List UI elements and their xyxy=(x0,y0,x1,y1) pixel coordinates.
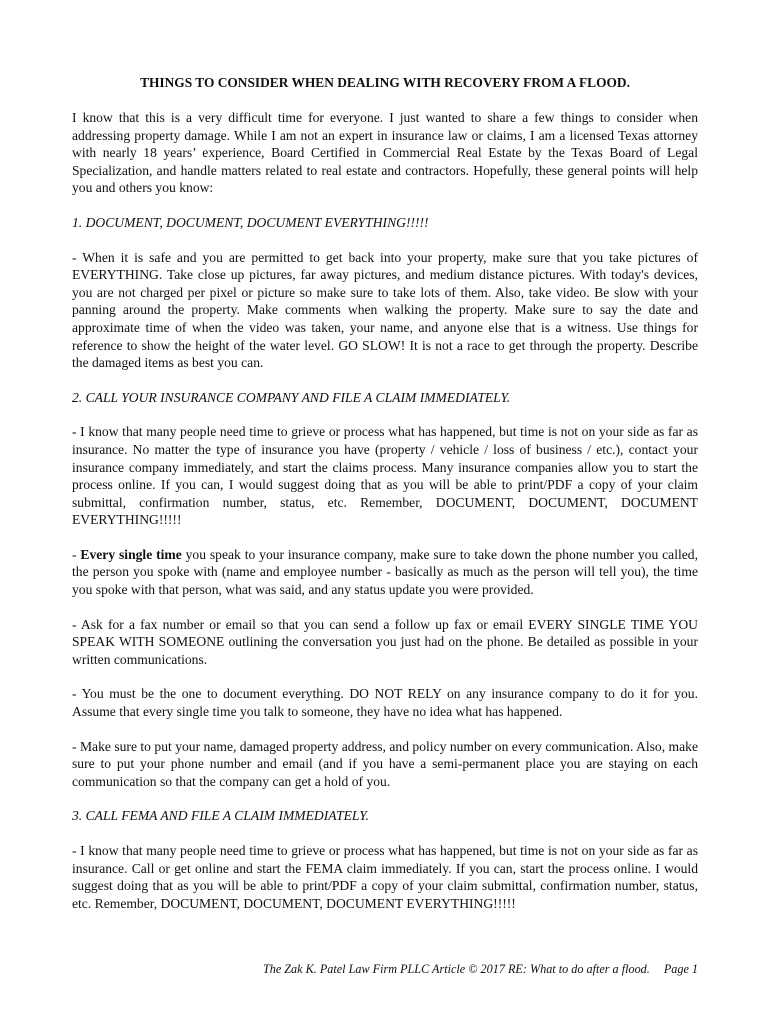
section-1-paragraph: - When it is safe and you are permitted to get back into your property, make sure that you take pictures of EVERYTHING. Take close up pictures, far away pictures, and medium distance pictures. With today's devices, you are not charged per pixel or picture so make sure to take lots of them. Also, take video. Be slow with your panning around the property. Make comments when walking the property. Make sure to say the date and approximate time of when the video was taken, your name, and anyone else that is a witness. Use things for reference to show the height of the water level. GO SLOW! It is not a race to get through the property. Describe the damaged items as best you can. xyxy=(72,249,698,371)
section-1-heading: 1. DOCUMENT, DOCUMENT, DOCUMENT EVERYTHING!!!!! xyxy=(72,214,429,230)
section-2-paragraph-1: - I know that many people need time to grieve or process what has happened, but time is not on your side as far as insurance. No matter the type of insurance you have (property / vehicle / loss of business / etc.), contact your insurance company immediately, and start the claims process. Many insurance companies allow you to start the process online. If you can, I would suggest doing that as you will be able to print/PDF a copy of your claim submittal, confirmation number, status, etc. Remember, DOCUMENT, DOCUMENT, DOCUMENT EVERYTHING!!!!! xyxy=(72,424,698,528)
paragraph-dash: - xyxy=(72,546,81,562)
page-footer xyxy=(72,961,698,979)
document-body xyxy=(72,109,698,929)
emphasis-every-single-time: Every single time xyxy=(80,546,182,562)
footer-text: The Zak K. Patel Law Firm PLLC Article © 2017 RE: What to do after a flood. xyxy=(262,962,650,976)
page-number: Page 1 xyxy=(663,962,698,976)
section-2-heading: 2. CALL YOUR INSURANCE COMPANY AND FILE A CLAIM IMMEDIATELY. xyxy=(72,389,511,405)
section-2-paragraph-2 xyxy=(72,546,698,599)
section-2-paragraph-4: - You must be the one to document everything. DO NOT RELY on any insurance company to do it for you. Assume that every single time you talk to someone, they have no idea what has happened. xyxy=(72,686,698,720)
section-2-paragraph-2-text: you speak to your insurance company, make sure to take down the phone number you called, the person you spoke with (name and employee number - basically as much as the person will tell you), the time you spoke with that person, what was said, and any status update you were provided. xyxy=(72,546,698,598)
document-title: THINGS TO CONSIDER WHEN DEALING WITH RECOVERY FROM A FLOOD. xyxy=(140,75,630,90)
section-2-paragraph-3: - Ask for a fax number or email so that you can send a follow up fax or email EVERY SINGLE TIME YOU SPEAK WITH SOMEONE outlining the conversation you just had on the phone. Be detailed as possible in your written communications. xyxy=(72,616,698,667)
section-3-heading: 3. CALL FEMA AND FILE A CLAIM IMMEDIATELY. xyxy=(72,808,369,824)
section-2-paragraph-5: - Make sure to put your name, damaged property address, and policy number on every communication. Also, make sure to put your phone number and email (and if you have a semi-permanent place you are staying on each communication so that the company can get a hold of you. xyxy=(72,738,698,789)
section-3-paragraph: - I know that many people need time to grieve or process what has happened, but time is not on your side as far as insurance. Call or get online and start the FEMA claim immediately. If you can, start the process online. I would suggest doing that as you will be able to print/PDF a copy of your claim submittal, confirmation number, status, etc. Remember, DOCUMENT, DOCUMENT, DOCUMENT EVERYTHING!!!!! xyxy=(72,843,698,911)
intro-paragraph: I know that this is a very difficult time for everyone. I just wanted to share a few things to consider when addressing property damage. While I am not an expert in insurance law or claims, I am a licensed Texas attorney with nearly 18 years’ experience, Board Certified in Commercial Real Estate by the Texas Board of Legal Specialization, and handle matters related to real estate and contractors. Hopefully, these general points will help you and others you know: xyxy=(72,110,698,196)
